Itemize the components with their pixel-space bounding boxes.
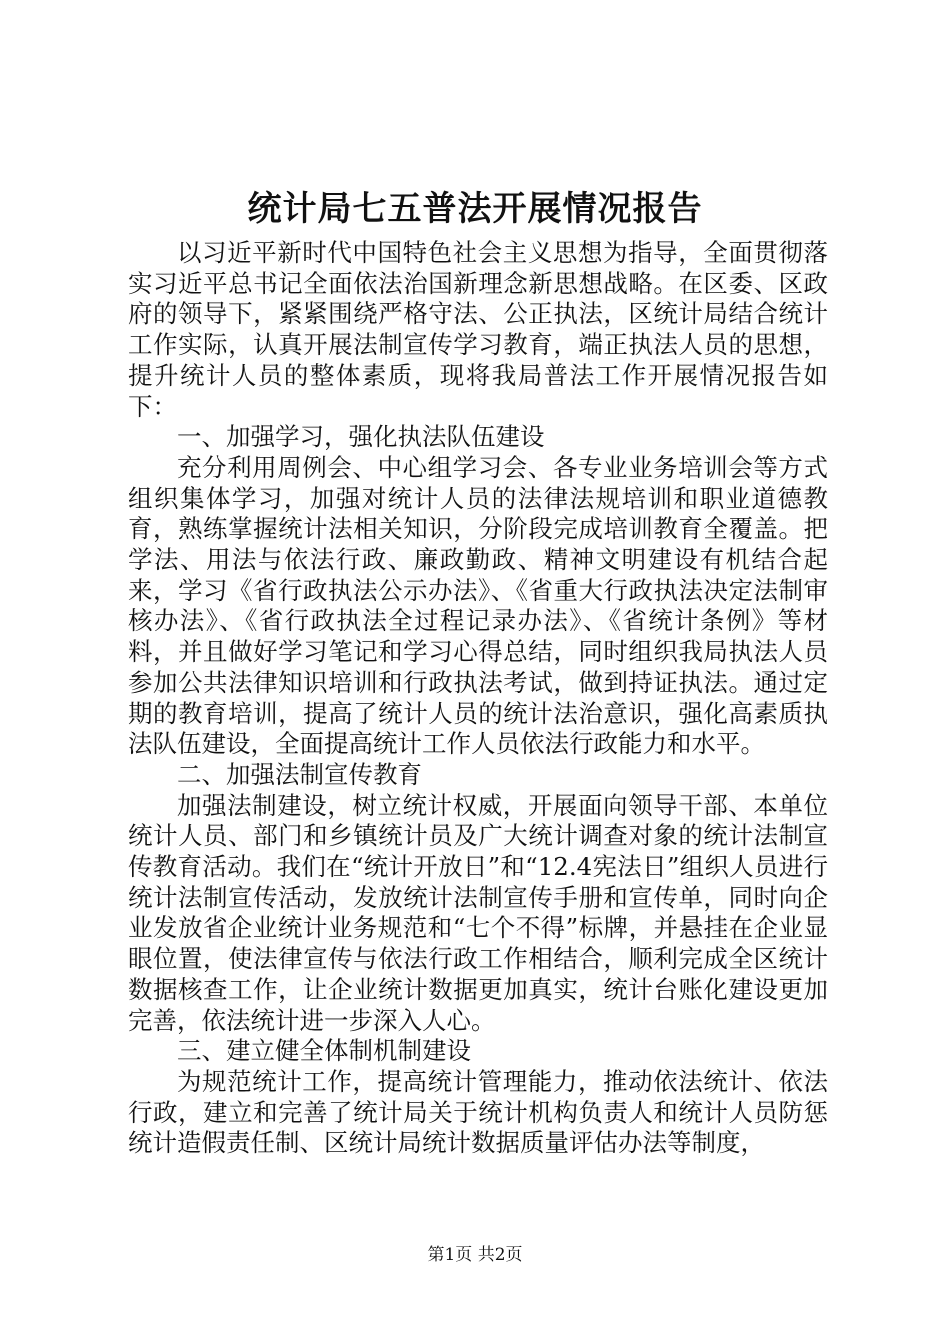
section-heading-3: 三、建立健全体制机制建设 xyxy=(177,1036,471,1066)
section-heading-1: 一、加强学习，强化执法队伍建设 xyxy=(177,422,545,452)
section-heading-2: 二、加强法制宣传教育 xyxy=(177,759,422,789)
document-title: 统计局七五普法开展情况报告 xyxy=(247,189,703,229)
intro-paragraph: 以习近平新时代中国特色社会主义思想为指导，全面贯彻落实习近平总书记全面依法治国新理念新思想战略。在区委、区政府的领导下，紧紧围绕严格守法、公正执法，区统计局结合统计工作实际，认真开展法制宣传学习教育，端正执法人员的思想，提升统计人员的整体素质，现将我局普法工作开展情况报告如下： xyxy=(128,238,828,421)
section-3-paragraph: 为规范统计工作，提高统计管理能力，推动依法统计、依法行政，建立和完善了统计局关于统计机构负责人和统计人员防惩统计造假责任制、区统计局统计数据质量评估办法等制度， xyxy=(128,1066,828,1158)
document-body xyxy=(128,238,828,1159)
section-2-paragraph: 加强法制建设，树立统计权威，开展面向领导干部、本单位统计人员、部门和乡镇统计员及广大统计调查对象的统计法制宣传教育活动。我们在“统计开放日”和“12.4宪法日”组织人员进行统计法制宣传活动，发放统计法制宣传手册和宣传单，同时向企业发放省企业统计业务规范和“七个不得”标牌，并悬挂在企业显眼位置，使法律宣传与依法行政工作相结合，顺利完成全区统计数据核查工作，让企业统计数据更加真实，统计台账化建设更加完善，依法统计进一步深入人心。 xyxy=(128,790,828,1035)
section-1-paragraph: 充分利用周例会、中心组学习会、各专业业务培训会等方式组织集体学习，加强对统计人员的法律法规培训和职业道德教育，熟练掌握统计法相关知识，分阶段完成培训教育全覆盖。把学法、用法与依法行政、廉政勤政、精神文明建设有机结合起来，学习《省行政执法公示办法》、《省重大行政执法决定法制审核办法》、《省行政执法全过程记录办法》、《省统计条例》等材料，并且做好学习笔记和学习心得总结，同时组织我局执法人员参加公共法律知识培训和行政执法考试，做到持证执法。通过定期的教育培训，提高了统计人员的统计法治意识，强化高素质执法队伍建设，全面提高统计工作人员依法行政能力和水平。 xyxy=(128,452,828,759)
page-footer: 第1页 共2页 xyxy=(427,1245,523,1265)
